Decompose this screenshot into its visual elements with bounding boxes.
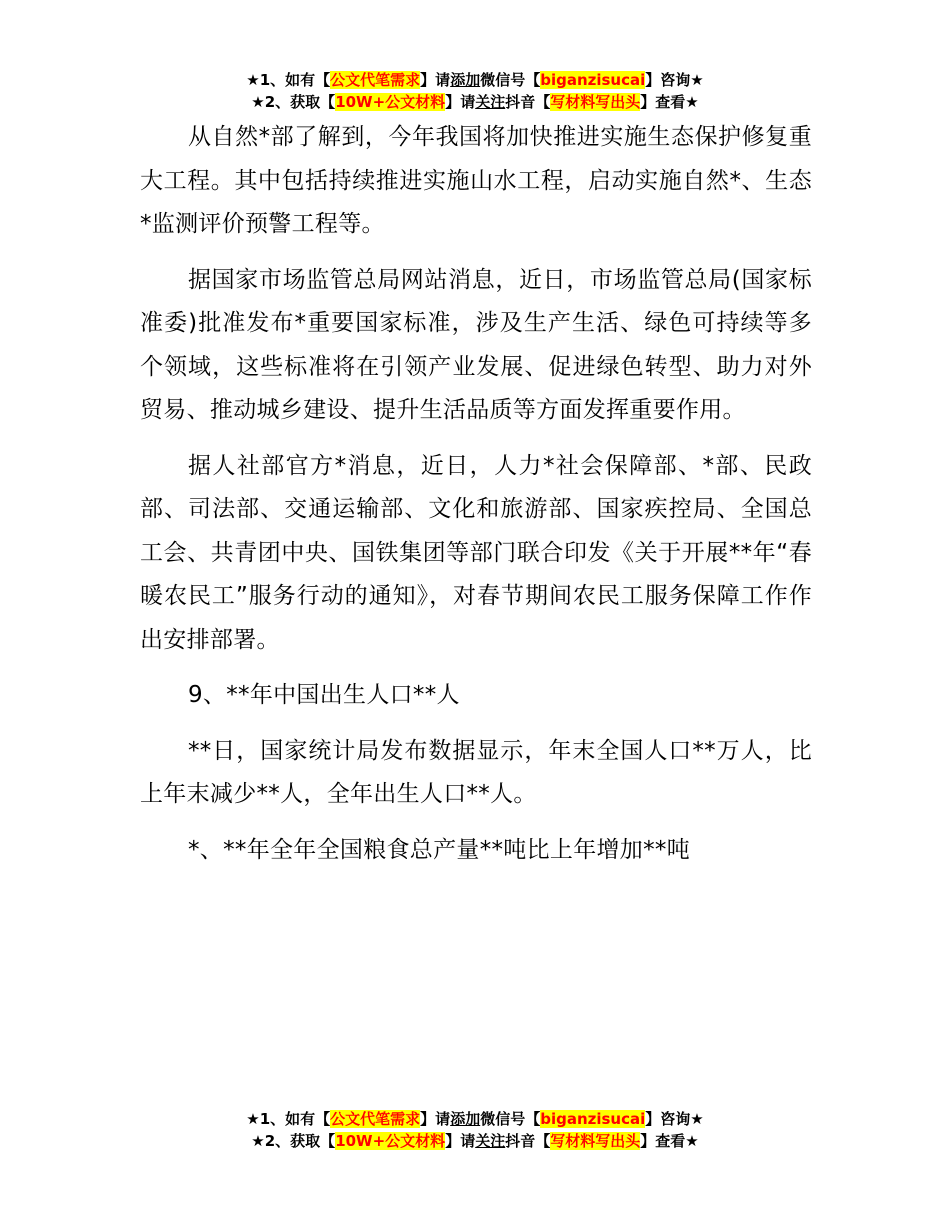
footer-banner <box>0 1108 950 1152</box>
banner-text: 】请 <box>420 1110 451 1128</box>
banner-line-2 <box>0 1130 950 1152</box>
banner-line-1 <box>0 69 950 91</box>
paragraph: 据人社部官方*消息，近日，人力*社会保障部、*部、民政部、司法部、交通运输部、文化和旅游部、国家疾控局、全国总工会、共青团中央、国铁集团等部门联合印发《关于开展**年“春暖农民工”服务行动的通知》，对春节期间农民工服务保障工作作出安排部署。 <box>140 452 812 653</box>
banner-text: 】请 <box>445 1132 476 1150</box>
paragraph: 从自然*部了解到，今年我国将加快推进实施生态保护修复重大工程。其中包括持续推进实施山水工程，启动实施自然*、生态*监测评价预警工程等。 <box>140 124 812 237</box>
banner-highlight: 写材料写出头 <box>550 93 641 111</box>
banner-text: 】咨询★ <box>645 1110 704 1128</box>
banner-highlight: biganzisucai <box>540 1110 646 1128</box>
paragraph: 据国家市场监管总局网站消息，近日，市场监管总局(国家标准委)批准发布*重要国家标准，涉及生产生活、绿色可持续等多个领域，这些标准将在引领产业发展、促进绿色转型、助力对外贸易、推动城乡建设、提升生活品质等方面发挥重要作用。 <box>140 266 812 423</box>
banner-highlight: 10W+公文材料 <box>335 93 446 111</box>
banner-text: 微信号【 <box>480 1110 541 1128</box>
banner-text: ★1、如有【 <box>246 1110 331 1128</box>
banner-text: 】咨询★ <box>645 71 704 89</box>
banner-highlight: 公文代笔需求 <box>330 1110 421 1128</box>
banner-text: ★2、获取【 <box>251 93 336 111</box>
banner-underline: 关注 <box>475 93 506 111</box>
banner-underline: 添加 <box>450 71 481 89</box>
banner-text: 】请 <box>445 93 476 111</box>
banner-text: ★2、获取【 <box>251 1132 336 1150</box>
banner-underline: 添加 <box>450 1110 481 1128</box>
banner-highlight: 写材料写出头 <box>550 1132 641 1150</box>
section-heading: *、**年全年全国粮食总产量**吨比上年增加**吨 <box>188 836 690 863</box>
banner-text: 微信号【 <box>480 71 541 89</box>
banner-highlight: 10W+公文材料 <box>335 1132 446 1150</box>
paragraph: **日，国家统计局发布数据显示，年末全国人口**万人，比上年末减少**人，全年出生人口**人。 <box>140 737 812 807</box>
header-banner <box>0 69 950 113</box>
banner-text: 】查看★ <box>640 93 699 111</box>
document-body <box>140 116 812 884</box>
banner-line-1 <box>0 1108 950 1130</box>
banner-highlight: biganzisucai <box>540 71 646 89</box>
banner-highlight: 公文代笔需求 <box>330 71 421 89</box>
banner-text: ★1、如有【 <box>246 71 331 89</box>
banner-text: 】查看★ <box>640 1132 699 1150</box>
banner-text: 】请 <box>420 71 451 89</box>
section-heading: 9、**年中国出生人口**人 <box>188 682 460 708</box>
banner-text: 抖音【 <box>505 1132 551 1150</box>
banner-text: 抖音【 <box>505 93 551 111</box>
banner-underline: 关注 <box>475 1132 506 1150</box>
banner-line-2 <box>0 91 950 113</box>
